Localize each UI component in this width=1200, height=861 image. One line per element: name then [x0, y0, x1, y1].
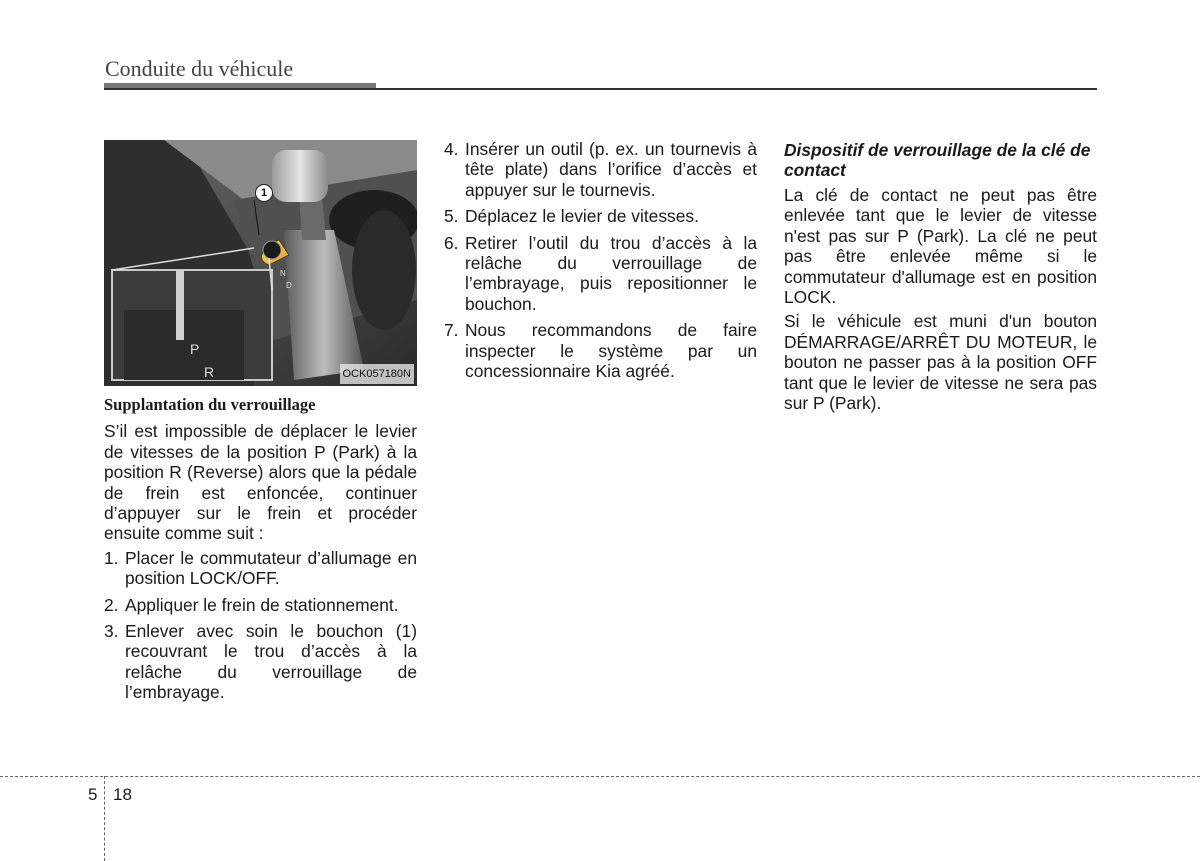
column-2 [444, 139, 757, 387]
gear-shift-figure [104, 140, 417, 386]
list-item [444, 206, 757, 226]
section-heading-italic: Dispositif de verrouillage de la clé de contact [784, 140, 1091, 180]
page-number: 18 [113, 785, 132, 804]
step-text: Appliquer le frein de stationnement. [125, 594, 399, 615]
section-number: 5 [88, 785, 98, 804]
step-number: 3. [104, 621, 119, 642]
footer-rule [0, 776, 1200, 777]
list-item [104, 548, 417, 589]
intro-paragraph: S’il est impossible de déplacer le levier de vitesses de la position P (Park) à la position R (Reverse) alors que la pédale de frein est enfoncée, continuer d’appuyer sur le frein et procéder ensuite comme suit : [104, 421, 417, 544]
step-number: 7. [444, 320, 459, 341]
column-1 [104, 140, 417, 709]
step-number: 5. [444, 206, 459, 227]
callout-marker: 1 [255, 184, 273, 202]
step-text: Déplacez le levier de vitesses. [465, 206, 699, 227]
list-item [104, 595, 417, 615]
steps-list-1 [104, 548, 417, 703]
list-item [444, 320, 757, 381]
gear-label-d: D [286, 281, 292, 290]
footer-divider [104, 776, 105, 861]
section-heading: Supplantation du verrouillage [104, 395, 316, 414]
list-item [444, 139, 757, 200]
step-number: 1. [104, 547, 119, 568]
step-text: Enlever avec soin le bouchon (1) recouvrant le trou d’accès à la relâche du verrouillage de l’embrayage. [125, 621, 417, 703]
step-text: Nous recommandons de faire inspecter le système par un concessionnaire Kia agréé. [465, 320, 757, 382]
paragraph: La clé de contact ne peut pas être enlevée tant que le levier de vitesse n'est pas sur P (Park). La clé ne peut pas être enlevée même si le commutateur d'allumage est en position LOCK. [784, 185, 1097, 308]
figure-code: OCK057180N [340, 364, 415, 384]
column-3 [784, 140, 1097, 417]
step-number: 2. [104, 594, 119, 615]
list-item [444, 233, 757, 315]
list-item [104, 621, 417, 703]
step-text: Placer le commutateur d’allumage en position LOCK/OFF. [125, 547, 417, 589]
page-header-title: Conduite du véhicule [105, 56, 294, 81]
steps-list-2 [444, 139, 757, 381]
step-number: 4. [444, 139, 459, 159]
step-number: 6. [444, 232, 459, 253]
gear-label-r: R [204, 364, 215, 380]
gear-label-n: N [280, 269, 286, 278]
step-text: Insérer un outil (p. ex. un tournevis à tête plate) dans l’orifice d’accès et appuyer sur le tournevis. [465, 139, 757, 200]
paragraph: Si le véhicule est muni d'un bouton DÉMARRAGE/ARRÊT DU MOTEUR, le bouton ne passer pas à la position OFF tant que le levier de vitesse ne sera pas sur P (Park). [784, 311, 1097, 414]
header-rule [104, 88, 1097, 90]
step-text: Retirer l’outil du trou d’accès à la relâche du verrouillage de l’embrayage, puis repositionner le bouchon. [465, 232, 757, 314]
gear-label-p: P [190, 341, 200, 357]
gear-shift-illustration [104, 140, 417, 386]
